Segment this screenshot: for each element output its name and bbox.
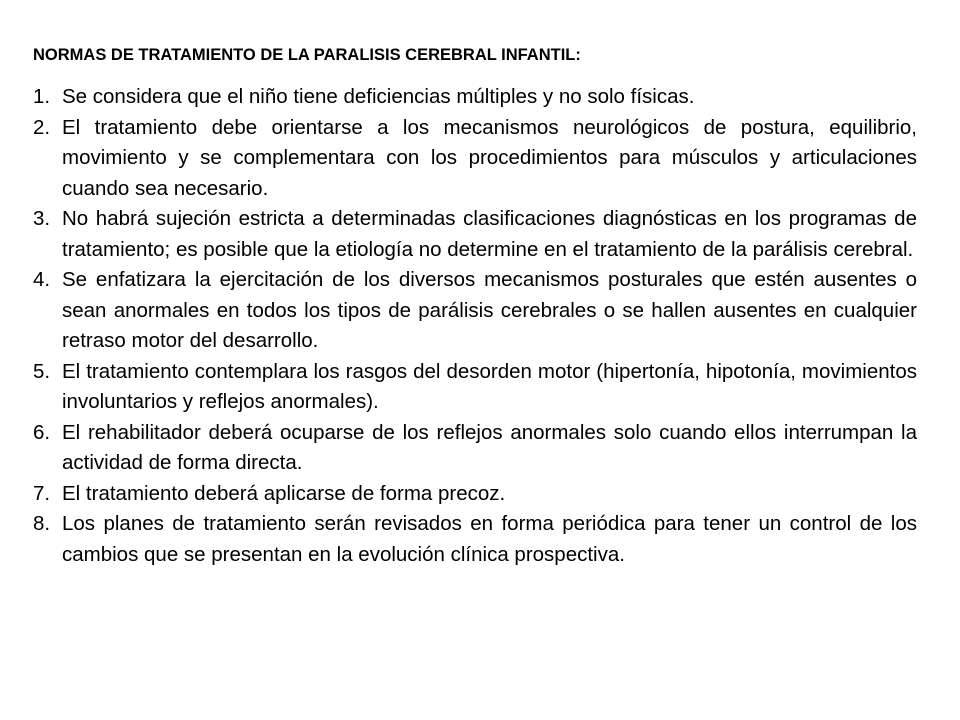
list-item-text: El tratamiento debe orientarse a los mecanismos neurológicos de postura, equilibrio, movimiento y se complementara con los procedimientos para músculos y articulaciones cuando sea necesario. xyxy=(62,115,917,200)
treatment-norms-list xyxy=(33,82,917,570)
list-item-number: 7. xyxy=(33,481,51,505)
list-item-number: 4. xyxy=(33,268,51,291)
list-item xyxy=(33,82,917,113)
list-item-text: Los planes de tratamiento serán revisados en forma periódica para tener un control de los cambios que se presentan en la evolución clínica prospectiva. xyxy=(62,512,917,566)
list-item-number: 6. xyxy=(33,420,51,444)
list-item-text: El tratamiento deberá aplicarse de forma precoz. xyxy=(62,481,506,505)
list-item xyxy=(33,479,917,510)
list-item-number: 1. xyxy=(33,85,51,108)
list-item xyxy=(33,204,917,265)
list-item xyxy=(33,265,917,357)
list-item-text: Se enfatizara la ejercitación de los diversos mecanismos posturales que estén ausentes o sean anormales en todos los tipos de parálisis cerebrales o se hallen ausentes en cualquier retraso motor del desarrollo. xyxy=(62,268,917,352)
list-item-text: El rehabilitador deberá ocuparse de los reflejos anormales solo cuando ellos interrumpan la actividad de forma directa. xyxy=(62,420,917,474)
list-item xyxy=(33,418,917,479)
list-item xyxy=(33,357,917,418)
list-item xyxy=(33,509,917,570)
list-item-number: 8. xyxy=(33,512,51,535)
list-item-number: 5. xyxy=(33,359,51,383)
document-title: NORMAS DE TRATAMIENTO DE LA PARALISIS CEREBRAL INFANTIL: xyxy=(33,46,581,64)
list-item xyxy=(33,113,917,205)
list-item-text: No habrá sujeción estricta a determinadas clasificaciones diagnósticas en los programas de tratamiento; es posible que la etiología no determine en el tratamiento de la parálisis cerebral. xyxy=(62,207,917,261)
list-item-text: Se considera que el niño tiene deficiencias múltiples y no solo físicas. xyxy=(62,85,695,108)
list-item-number: 2. xyxy=(33,115,51,139)
list-item-text: El tratamiento contemplara los rasgos del desorden motor (hipertonía, hipotonía, movimientos involuntarios y reflejos anormales). xyxy=(62,359,917,413)
list-item-number: 3. xyxy=(33,207,51,230)
